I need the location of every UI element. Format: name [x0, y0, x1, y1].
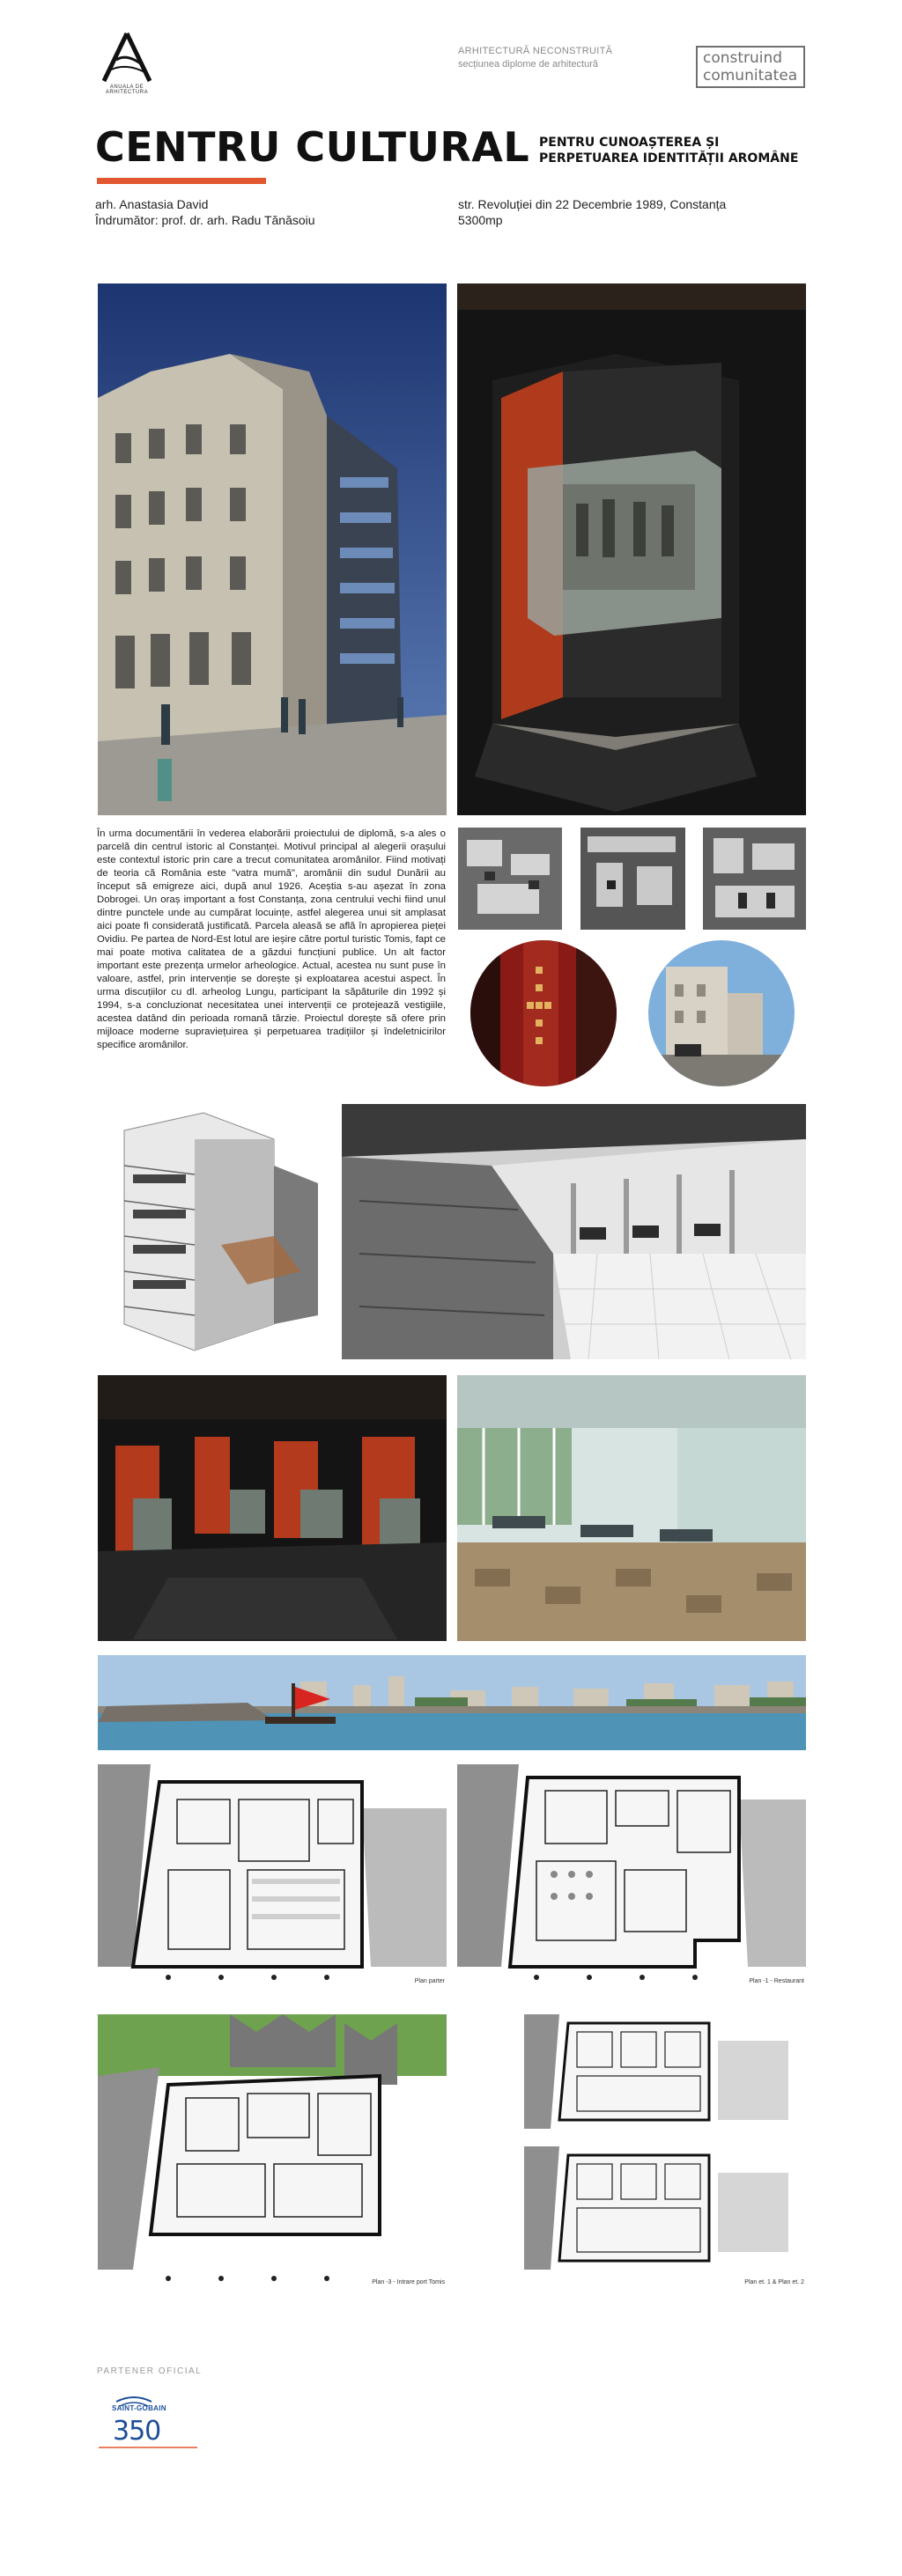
- site-block: [458, 196, 726, 228]
- anuala-logo-icon: [97, 30, 157, 88]
- site-photo-circle: [648, 940, 795, 1086]
- author-block: [95, 196, 315, 228]
- museum-hall-render: [98, 1375, 447, 1641]
- plan-caption-restaurant: Plan -1 - Restaurant: [749, 1978, 804, 1984]
- series-title: ARHITECTURĂ NECONSTRUITĂ: [458, 46, 613, 56]
- author-name: arh. Anastasia David: [95, 197, 209, 211]
- site-area: 5300mp: [458, 213, 503, 227]
- floor-plan-port-entrance: [98, 2014, 447, 2287]
- archaeology-photo-1: [458, 828, 562, 930]
- exterior-facade-photo: [98, 283, 447, 815]
- saint-gobain-brand: SAINT-GOBAIN: [112, 2404, 166, 2412]
- plan-caption-ground: Plan parter: [414, 1978, 445, 1984]
- plan-caption-upper: Plan et. 1 & Plan et. 2: [744, 2279, 804, 2285]
- exhibit-vitrine-render: [457, 283, 806, 815]
- page-subtitle: PENTRU CUNOAȘTEREA ȘI PERPETUAREA IDENTITĂȚII AROMÂNE: [539, 136, 799, 166]
- harbor-panorama-photo: [98, 1655, 806, 1750]
- badge-line-2: comunitatea: [703, 67, 798, 85]
- archaeology-photo-3: [703, 828, 806, 930]
- axonometric-section-model: [98, 1104, 332, 1358]
- site-address: str. Revoluției din 22 Decembrie 1989, Constanța: [458, 197, 727, 211]
- construind-comunitatea-logo: [696, 46, 805, 88]
- plan-caption-port: Plan -3 - Intrare port Tomis: [372, 2279, 445, 2285]
- series-subtitle: secțiunea diplome de arhitectură: [458, 59, 598, 70]
- restaurant-interior-render: [457, 1375, 806, 1641]
- floor-plan-upper-levels: [524, 2014, 806, 2287]
- page-title: CENTRU CULTURAL: [95, 123, 530, 171]
- anniversary-number: 350: [113, 2416, 161, 2447]
- atrium-interior-render: [342, 1104, 806, 1359]
- partner-label: PARTENER OFICIAL: [97, 2366, 203, 2376]
- logo-caption: ANUALA DE ARHITECTURA: [105, 85, 149, 95]
- archaeology-photo-2: [580, 828, 685, 930]
- project-description: În urma documentării în vederea elaborării proiectului de diplomă, s-a ales o parcelă din centrul istoric al Constanței. Motivul principal al alegerii orașului este contextul istoric prin care a trecut comunitatea aromânilor. Fiind motivați de teoria că România este "vatra mumă", aromânii din sudul Dunării au început să emigreze aici, după anul 1926. Aceștia s-au așezat în zona Dobrogei. Un oraș important a fost Constanța, zona centrului vechi fiind unul dintre punctele unde au cumpărat locuințe, astfel alegerea unui sit amplasat aici poate fi considerată justificată. Parcela aleasă se află în apropierea pieței Ovidiu. Pe partea de Nord-Est lotul are ieșire către portul turistic Tomis, fapt ce mai poate motiva calitatea de a găzdui funcțiuni publice. Un alt factor important este prezența urmelor arheologice. Actual, acestea nu sunt puse în valoare, astfel, prin intervenție se dorește și exploatarea acestui aspect. În urma discuțiilor cu dl. arheolog Lungu, participant la săpăturile din 1992 și 1994, s-a concluzionat necesitatea unei intervenții ce protejează vestigiile, acestea datând din perioada romană târzie. Proiectul dorește să ofere prin mijloace moderne supraviețuirea și perpetuarea tradițiilor și îndeletnicirilor specifice aromânilor.: [97, 828, 446, 1050]
- title-accent-rule: [97, 178, 266, 184]
- badge-line-1: construind: [703, 49, 783, 67]
- advisor-name: Îndrumător: prof. dr. arh. Radu Tănăsoiu: [95, 213, 315, 227]
- textile-detail-circle: [470, 940, 617, 1086]
- floor-plan-restaurant: [457, 1764, 806, 1986]
- floor-plan-ground: [98, 1764, 447, 1986]
